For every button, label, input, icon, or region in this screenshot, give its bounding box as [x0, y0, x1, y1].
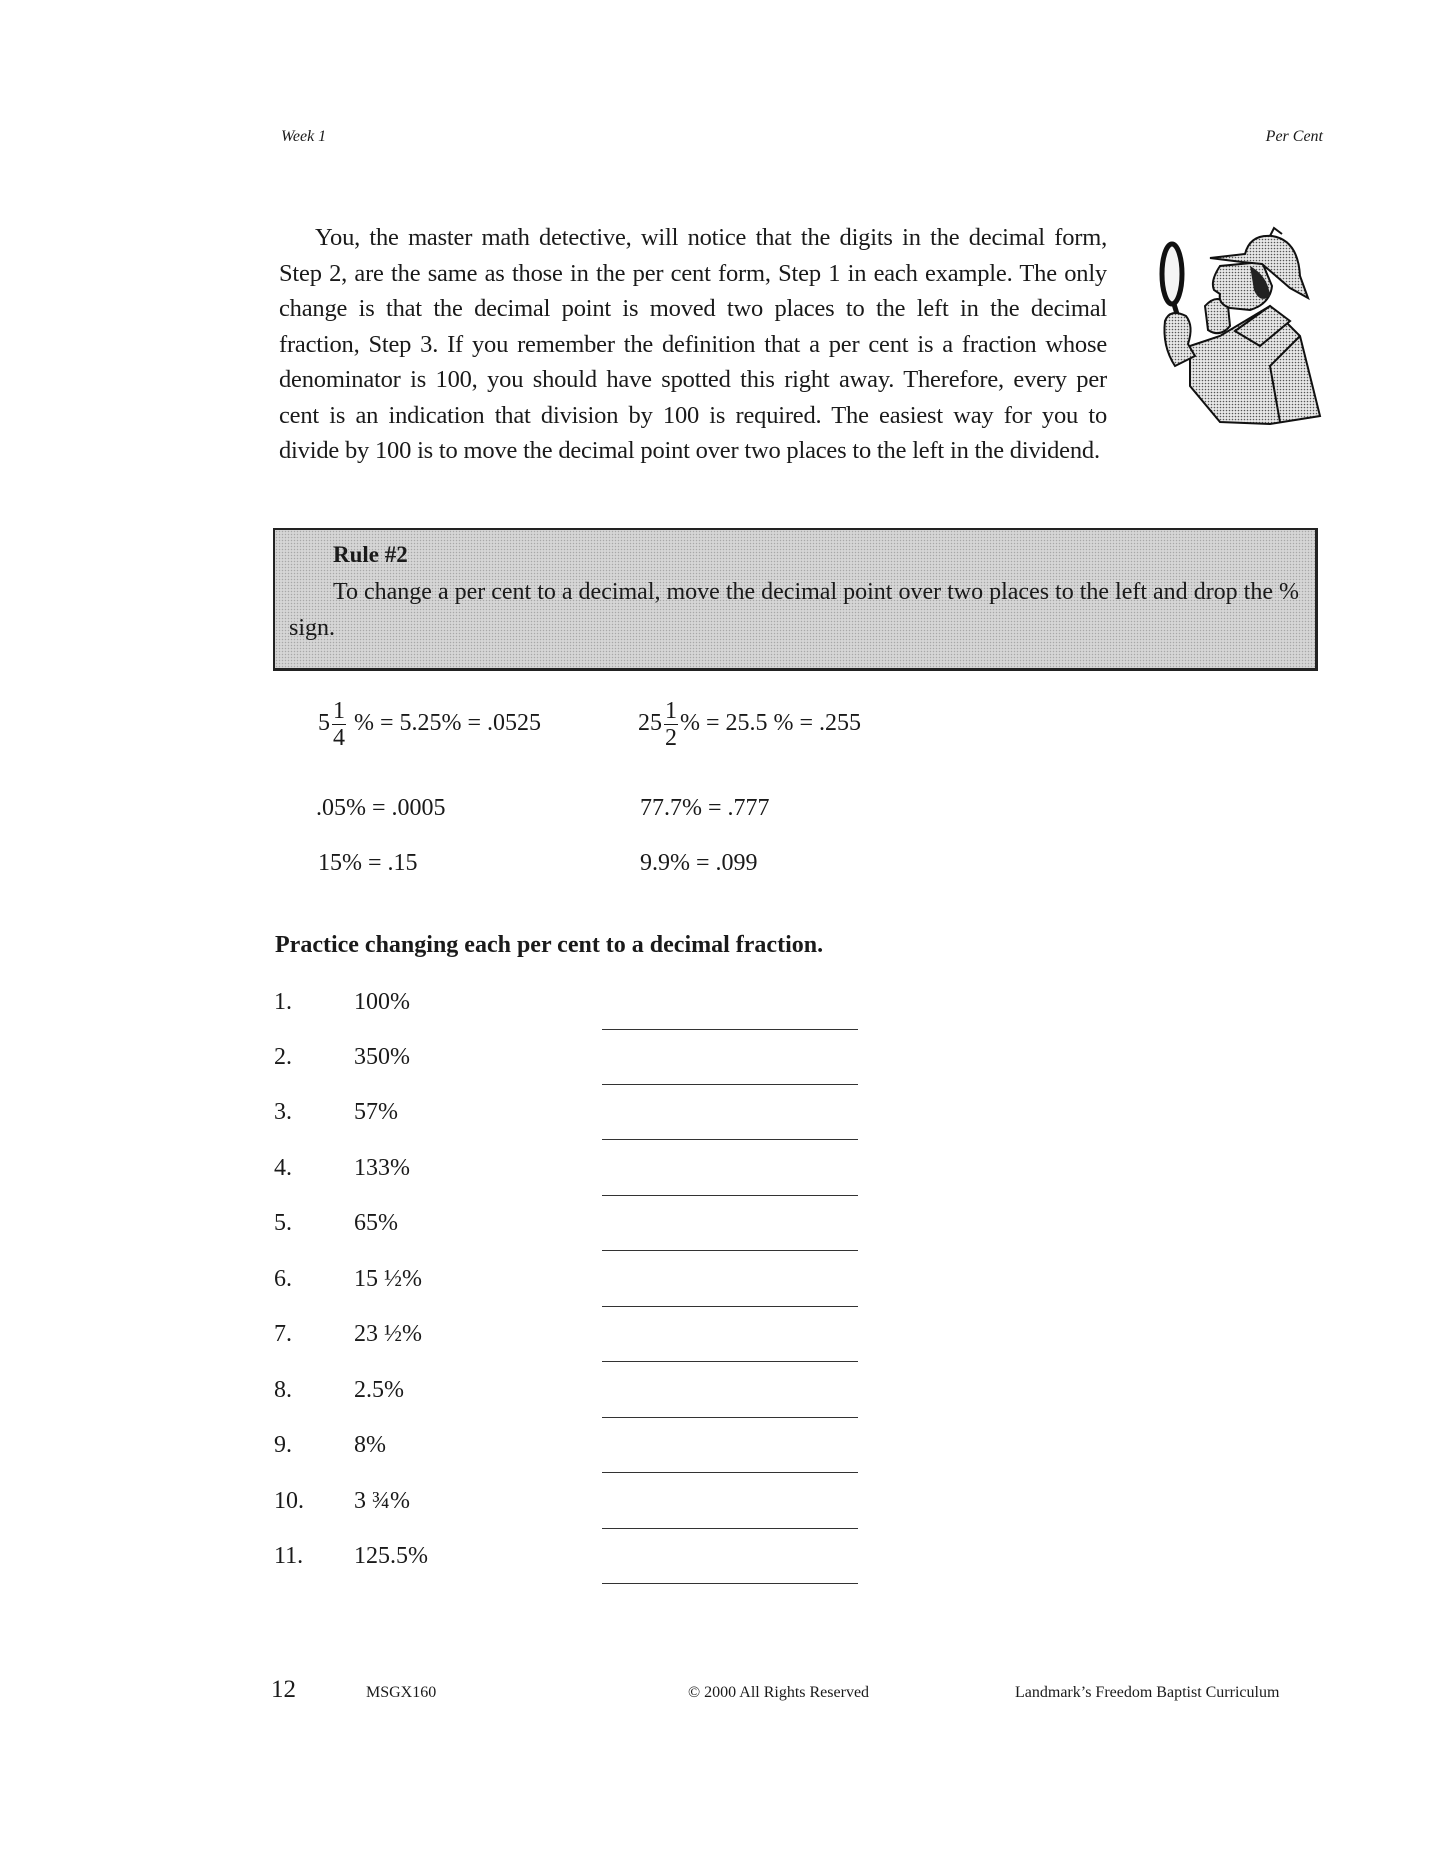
- practice-item: [274, 1377, 874, 1417]
- practice-item: [274, 1210, 874, 1250]
- answer-field[interactable]: [602, 1068, 858, 1085]
- practice-item: [274, 1044, 874, 1084]
- practice-item: [274, 1266, 874, 1306]
- copyright: © 2000 All Rights Reserved: [688, 1684, 870, 1701]
- practice-item: [274, 1155, 874, 1195]
- intro-paragraph: You, the master math detective, will notice that the digits in the decimal form, Step 2, are the same as those in the per cent form, Step 1 in each example. The only change is that the decimal point is moved two places to the left in the decimal fraction, Step 3. If you remember the definition that a per cent is a fraction whose denominator is 100, you should have spotted this right away. Therefore, every per cent is an indication that division by 100 is required. The easiest way for you to divide by 100 is to move the decimal point over two places to the left in the dividend.: [279, 224, 1107, 464]
- header-section-title: Per Cent: [1265, 128, 1323, 145]
- item-number: 4.: [274, 1155, 292, 1181]
- item-number: 5.: [274, 1210, 292, 1236]
- example-whole: 5: [318, 710, 330, 737]
- fraction-numerator: 1: [665, 698, 677, 724]
- item-number: 2.: [274, 1044, 292, 1070]
- course-code: MSGX160: [366, 1684, 437, 1701]
- example-5: 15% = .15: [318, 850, 418, 876]
- detective-illustration-icon: [1150, 226, 1328, 426]
- item-number: 6.: [274, 1266, 292, 1292]
- answer-field[interactable]: [602, 1179, 858, 1196]
- answer-field[interactable]: [602, 1013, 858, 1030]
- example-whole: 25: [638, 710, 662, 737]
- example-3: .05% = .0005: [316, 795, 446, 821]
- answer-field[interactable]: [602, 1234, 858, 1251]
- rule-title: Rule #2: [333, 542, 408, 567]
- item-number: 9.: [274, 1432, 292, 1458]
- answer-field[interactable]: [602, 1567, 858, 1584]
- answer-field[interactable]: [602, 1123, 858, 1140]
- item-number: 10.: [274, 1488, 304, 1514]
- answer-field[interactable]: [602, 1345, 858, 1362]
- practice-item: [274, 1488, 874, 1528]
- fraction-denominator: 2: [665, 725, 677, 751]
- item-number: 1.: [274, 989, 292, 1015]
- rule-box: [273, 528, 1318, 671]
- item-value: 3 ¾%: [354, 1488, 410, 1514]
- practice-heading: Practice changing each per cent to a decimal fraction.: [275, 932, 824, 958]
- example-rest: % = 5.25% = .0525: [354, 710, 542, 737]
- practice-item: [274, 1543, 874, 1583]
- answer-field[interactable]: [602, 1456, 858, 1473]
- answer-field[interactable]: [602, 1290, 858, 1307]
- item-value: 15 ½%: [354, 1266, 422, 1292]
- example-mixed-fraction-1: [318, 698, 541, 751]
- item-value: 57%: [354, 1099, 398, 1125]
- item-value: 350%: [354, 1044, 410, 1070]
- rule-text: To change a per cent to a decimal, move the decimal point over two places to the left and drop the % sign.: [289, 579, 1299, 641]
- answer-field[interactable]: [602, 1401, 858, 1418]
- practice-item: [274, 989, 874, 1029]
- page-number: 12: [271, 1676, 296, 1703]
- item-number: 8.: [274, 1377, 292, 1403]
- fraction: [664, 698, 678, 751]
- example-mixed-fraction-2: [638, 698, 861, 751]
- item-value: 2.5%: [354, 1377, 404, 1403]
- example-4: 77.7% = .777: [640, 795, 770, 821]
- practice-item: [274, 1099, 874, 1139]
- item-value: 23 ½%: [354, 1321, 422, 1347]
- item-value: 65%: [354, 1210, 398, 1236]
- item-number: 11.: [274, 1543, 304, 1569]
- item-number: 7.: [274, 1321, 292, 1347]
- item-value: 100%: [354, 989, 410, 1015]
- answer-field[interactable]: [602, 1512, 858, 1529]
- fraction: [332, 698, 346, 751]
- practice-item: [274, 1321, 874, 1361]
- example-rest: % = 25.5 % = .255: [680, 710, 862, 737]
- item-value: 125.5%: [354, 1543, 428, 1569]
- fraction-numerator: 1: [333, 698, 345, 724]
- fraction-denominator: 4: [333, 725, 345, 751]
- item-value: 133%: [354, 1155, 410, 1181]
- practice-item: [274, 1432, 874, 1472]
- header-week: Week 1: [281, 128, 327, 145]
- item-value: 8%: [354, 1432, 386, 1458]
- example-6: 9.9% = .099: [640, 850, 758, 876]
- item-number: 3.: [274, 1099, 292, 1125]
- publisher: Landmark’s Freedom Baptist Curriculum: [1015, 1684, 1280, 1701]
